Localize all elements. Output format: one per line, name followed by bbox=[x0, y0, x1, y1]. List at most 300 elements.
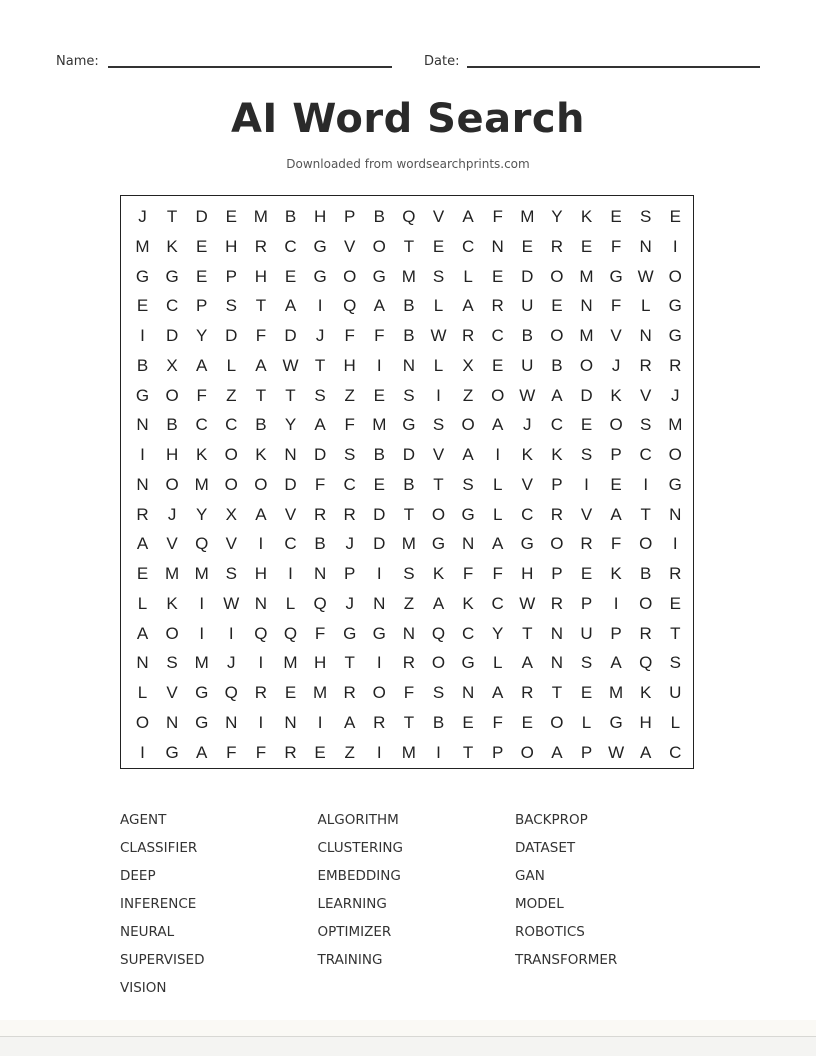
grid-cell[interactable]: N bbox=[225, 712, 238, 732]
grid-cell[interactable]: P bbox=[492, 742, 504, 762]
grid-cell[interactable]: T bbox=[403, 712, 415, 732]
grid-cell[interactable]: K bbox=[432, 564, 445, 583]
grid-cell[interactable]: C bbox=[284, 534, 297, 554]
grid-cell[interactable]: T bbox=[166, 207, 178, 226]
grid-cell[interactable]: T bbox=[255, 385, 267, 405]
grid-cell[interactable]: R bbox=[254, 683, 268, 702]
grid-cell[interactable]: D bbox=[402, 445, 416, 464]
grid-cell[interactable]: O bbox=[431, 504, 446, 524]
grid-cell[interactable]: G bbox=[165, 742, 179, 762]
grid-cell[interactable]: G bbox=[165, 266, 179, 286]
grid-cell[interactable]: N bbox=[136, 415, 149, 435]
grid-cell[interactable]: E bbox=[610, 207, 622, 226]
grid-cell[interactable]: O bbox=[254, 474, 268, 494]
grid-cell[interactable]: R bbox=[491, 296, 504, 316]
grid-cell[interactable]: N bbox=[639, 326, 652, 345]
grid-cell[interactable]: Q bbox=[313, 593, 327, 613]
grid-cell[interactable]: L bbox=[581, 712, 592, 732]
grid-cell[interactable]: O bbox=[550, 266, 564, 286]
grid-cell[interactable]: O bbox=[520, 742, 534, 762]
grid-cell[interactable]: H bbox=[343, 355, 356, 375]
grid-cell[interactable]: C bbox=[461, 623, 475, 643]
grid-cell[interactable]: J bbox=[345, 593, 354, 613]
grid-cell[interactable]: I bbox=[258, 534, 264, 554]
grid-cell[interactable]: X bbox=[462, 355, 474, 375]
grid-cell[interactable]: G bbox=[372, 266, 386, 286]
grid-cell[interactable]: E bbox=[669, 593, 681, 613]
grid-cell[interactable]: I bbox=[376, 653, 382, 673]
grid-cell[interactable]: P bbox=[344, 564, 356, 583]
grid-cell[interactable]: Z bbox=[344, 742, 355, 762]
grid-cell[interactable]: O bbox=[431, 653, 446, 673]
grid-cell[interactable]: K bbox=[551, 445, 563, 464]
grid-cell[interactable]: Z bbox=[462, 385, 474, 405]
grid-cell[interactable]: E bbox=[225, 207, 237, 226]
grid-cell[interactable]: M bbox=[401, 534, 416, 554]
grid-cell[interactable]: G bbox=[431, 534, 446, 554]
grid-cell[interactable]: V bbox=[521, 474, 533, 494]
grid-cell[interactable]: C bbox=[491, 593, 504, 613]
grid-cell[interactable]: B bbox=[521, 326, 533, 345]
grid-cell[interactable]: P bbox=[580, 742, 593, 762]
grid-cell[interactable]: T bbox=[433, 474, 444, 494]
grid-cell[interactable]: O bbox=[343, 266, 357, 286]
grid-cell[interactable]: P bbox=[551, 474, 563, 494]
grid-cell[interactable]: D bbox=[521, 266, 534, 286]
grid-cell[interactable]: L bbox=[285, 593, 296, 613]
grid-cell[interactable]: B bbox=[432, 712, 445, 732]
grid-cell[interactable]: N bbox=[669, 504, 682, 524]
grid-cell[interactable]: B bbox=[255, 415, 267, 435]
grid-cell[interactable]: G bbox=[135, 385, 150, 405]
grid-cell[interactable]: T bbox=[403, 504, 415, 524]
date-field-line[interactable] bbox=[467, 66, 760, 68]
grid-cell[interactable]: G bbox=[402, 415, 416, 435]
grid-cell[interactable]: R bbox=[550, 593, 564, 613]
grid-cell[interactable]: C bbox=[225, 415, 238, 435]
grid-cell[interactable]: O bbox=[579, 355, 594, 375]
grid-cell[interactable]: R bbox=[402, 653, 416, 673]
grid-cell[interactable]: A bbox=[314, 415, 326, 435]
grid-cell[interactable]: I bbox=[288, 564, 293, 583]
grid-cell[interactable]: I bbox=[376, 355, 382, 375]
grid-cell[interactable]: S bbox=[403, 385, 415, 405]
grid-cell[interactable]: H bbox=[225, 236, 238, 256]
grid-cell[interactable]: Q bbox=[224, 683, 238, 702]
grid-cell[interactable]: P bbox=[551, 564, 563, 583]
grid-cell[interactable]: T bbox=[551, 683, 563, 702]
grid-cell[interactable]: C bbox=[521, 504, 534, 524]
grid-cell[interactable]: K bbox=[255, 445, 267, 464]
grid-cell[interactable]: E bbox=[492, 266, 504, 286]
grid-cell[interactable]: F bbox=[314, 623, 326, 643]
grid-cell[interactable]: A bbox=[373, 296, 385, 316]
grid-cell[interactable]: B bbox=[640, 564, 652, 583]
grid-cell[interactable]: E bbox=[284, 683, 297, 702]
grid-cell[interactable]: L bbox=[226, 355, 237, 375]
grid-cell[interactable]: N bbox=[136, 474, 149, 494]
grid-cell[interactable]: I bbox=[376, 742, 382, 762]
grid-cell[interactable]: C bbox=[550, 415, 564, 435]
grid-cell[interactable]: R bbox=[639, 623, 652, 643]
grid-cell[interactable]: F bbox=[610, 236, 622, 256]
grid-cell[interactable]: W bbox=[608, 742, 625, 762]
grid-cell[interactable]: D bbox=[313, 445, 327, 464]
grid-cell[interactable]: X bbox=[166, 355, 178, 375]
grid-cell[interactable]: H bbox=[254, 564, 268, 583]
grid-cell[interactable]: Q bbox=[343, 296, 357, 316]
grid-cell[interactable]: J bbox=[611, 355, 621, 375]
grid-cell[interactable]: J bbox=[167, 504, 177, 524]
grid-cell[interactable]: S bbox=[580, 653, 593, 673]
grid-cell[interactable]: U bbox=[521, 355, 534, 375]
grid-cell[interactable]: I bbox=[258, 712, 264, 732]
grid-cell[interactable]: I bbox=[317, 712, 323, 732]
grid-cell[interactable]: F bbox=[255, 326, 267, 345]
grid-cell[interactable]: A bbox=[432, 593, 445, 613]
grid-cell[interactable]: N bbox=[136, 653, 149, 673]
grid-cell[interactable]: F bbox=[226, 742, 237, 762]
grid-cell[interactable]: M bbox=[401, 742, 416, 762]
grid-cell[interactable]: G bbox=[343, 623, 357, 643]
grid-cell[interactable]: O bbox=[491, 385, 505, 405]
grid-cell[interactable]: E bbox=[462, 712, 474, 732]
grid-cell[interactable]: P bbox=[225, 266, 237, 286]
grid-cell[interactable]: A bbox=[136, 534, 149, 554]
grid-cell[interactable]: I bbox=[317, 296, 323, 316]
grid-cell[interactable]: V bbox=[166, 534, 178, 554]
grid-cell[interactable]: O bbox=[668, 445, 682, 464]
grid-cell[interactable]: R bbox=[136, 504, 149, 524]
grid-cell[interactable]: Q bbox=[639, 653, 653, 673]
grid-cell[interactable]: H bbox=[639, 712, 652, 732]
grid-cell[interactable]: N bbox=[491, 236, 504, 256]
grid-cell[interactable]: W bbox=[519, 385, 536, 405]
grid-cell[interactable]: P bbox=[196, 296, 208, 316]
grid-cell[interactable]: L bbox=[433, 355, 444, 375]
grid-cell[interactable]: A bbox=[196, 742, 208, 762]
grid-cell[interactable]: I bbox=[199, 593, 205, 613]
grid-cell[interactable]: M bbox=[165, 564, 180, 583]
grid-cell[interactable]: Q bbox=[195, 534, 209, 554]
grid-cell[interactable]: V bbox=[610, 326, 622, 345]
grid-cell[interactable]: A bbox=[284, 296, 297, 316]
grid-cell[interactable]: G bbox=[195, 683, 209, 702]
grid-cell[interactable]: C bbox=[284, 236, 297, 256]
grid-cell[interactable]: I bbox=[376, 564, 382, 583]
grid-cell[interactable]: G bbox=[520, 534, 534, 554]
grid-cell[interactable]: M bbox=[253, 207, 268, 226]
grid-cell[interactable]: S bbox=[580, 445, 593, 464]
grid-cell[interactable]: D bbox=[225, 326, 238, 345]
grid-cell[interactable]: G bbox=[195, 712, 209, 732]
grid-cell[interactable]: T bbox=[403, 236, 415, 256]
grid-cell[interactable]: F bbox=[610, 296, 622, 316]
grid-cell[interactable]: R bbox=[550, 236, 564, 256]
grid-cell[interactable]: K bbox=[196, 445, 208, 464]
grid-cell[interactable]: G bbox=[609, 712, 623, 732]
grid-cell[interactable]: O bbox=[165, 385, 179, 405]
grid-cell[interactable]: E bbox=[580, 415, 593, 435]
grid-cell[interactable]: H bbox=[165, 445, 179, 464]
grid-cell[interactable]: C bbox=[343, 474, 356, 494]
grid-cell[interactable]: G bbox=[668, 326, 682, 345]
grid-cell[interactable]: O bbox=[372, 236, 386, 256]
grid-cell[interactable]: Y bbox=[492, 623, 504, 643]
grid-cell[interactable]: S bbox=[225, 564, 237, 583]
grid-cell[interactable]: T bbox=[462, 742, 474, 762]
grid-cell[interactable]: O bbox=[550, 326, 564, 345]
grid-cell[interactable]: Q bbox=[254, 623, 268, 643]
grid-cell[interactable]: N bbox=[550, 623, 564, 643]
grid-cell[interactable]: A bbox=[255, 504, 267, 524]
grid-cell[interactable]: F bbox=[374, 326, 385, 345]
grid-cell[interactable]: B bbox=[403, 296, 415, 316]
grid-cell[interactable]: E bbox=[669, 207, 681, 226]
grid-cell[interactable]: S bbox=[432, 266, 445, 286]
grid-cell[interactable]: E bbox=[610, 474, 622, 494]
grid-cell[interactable]: D bbox=[580, 385, 593, 405]
grid-cell[interactable]: M bbox=[609, 683, 624, 702]
grid-cell[interactable]: I bbox=[228, 623, 234, 643]
grid-cell[interactable]: O bbox=[639, 593, 653, 613]
grid-cell[interactable]: I bbox=[613, 593, 619, 613]
grid-cell[interactable]: O bbox=[668, 266, 682, 286]
grid-cell[interactable]: X bbox=[225, 504, 237, 524]
grid-cell[interactable]: N bbox=[254, 593, 268, 613]
grid-cell[interactable]: J bbox=[315, 326, 325, 345]
grid-cell[interactable]: A bbox=[344, 712, 356, 732]
grid-cell[interactable]: L bbox=[463, 266, 473, 286]
grid-cell[interactable]: S bbox=[344, 445, 356, 464]
grid-cell[interactable]: G bbox=[668, 474, 682, 494]
grid-cell[interactable]: H bbox=[254, 266, 268, 286]
grid-cell[interactable]: E bbox=[521, 712, 533, 732]
grid-cell[interactable]: M bbox=[372, 415, 387, 435]
grid-cell[interactable]: H bbox=[313, 653, 327, 673]
grid-cell[interactable]: N bbox=[580, 296, 593, 316]
grid-cell[interactable]: K bbox=[521, 445, 533, 464]
grid-cell[interactable]: N bbox=[461, 534, 475, 554]
grid-cell[interactable]: B bbox=[284, 207, 297, 226]
grid-cell[interactable]: D bbox=[284, 474, 297, 494]
grid-cell[interactable]: I bbox=[495, 445, 501, 464]
grid-cell[interactable]: B bbox=[403, 326, 415, 345]
grid-cell[interactable]: R bbox=[254, 236, 268, 256]
grid-cell[interactable]: N bbox=[550, 653, 564, 673]
grid-cell[interactable]: A bbox=[521, 653, 533, 673]
grid-cell[interactable]: C bbox=[491, 326, 504, 345]
grid-cell[interactable]: V bbox=[344, 236, 356, 256]
grid-cell[interactable]: E bbox=[551, 296, 563, 316]
grid-cell[interactable]: S bbox=[314, 385, 326, 405]
grid-cell[interactable]: N bbox=[313, 564, 327, 583]
grid-cell[interactable]: O bbox=[609, 415, 623, 435]
grid-cell[interactable]: W bbox=[430, 326, 447, 345]
grid-cell[interactable]: M bbox=[194, 474, 209, 494]
grid-cell[interactable]: R bbox=[580, 534, 593, 554]
grid-cell[interactable]: V bbox=[580, 504, 593, 524]
grid-cell[interactable]: H bbox=[521, 564, 534, 583]
grid-cell[interactable]: A bbox=[610, 653, 622, 673]
grid-cell[interactable]: N bbox=[402, 355, 416, 375]
grid-cell[interactable]: Y bbox=[196, 326, 208, 345]
grid-cell[interactable]: T bbox=[344, 653, 355, 673]
grid-cell[interactable]: K bbox=[580, 207, 593, 226]
grid-cell[interactable]: L bbox=[670, 712, 681, 732]
grid-cell[interactable]: R bbox=[284, 742, 297, 762]
grid-cell[interactable]: F bbox=[255, 742, 267, 762]
grid-cell[interactable]: Q bbox=[402, 207, 416, 226]
grid-cell[interactable]: R bbox=[343, 504, 356, 524]
grid-cell[interactable]: J bbox=[227, 653, 236, 673]
grid-cell[interactable]: M bbox=[579, 266, 594, 286]
grid-cell[interactable]: G bbox=[372, 623, 386, 643]
grid-cell[interactable]: B bbox=[166, 415, 178, 435]
grid-cell[interactable]: F bbox=[344, 415, 355, 435]
grid-cell[interactable]: F bbox=[344, 326, 355, 345]
grid-cell[interactable]: E bbox=[284, 266, 297, 286]
grid-cell[interactable]: K bbox=[640, 683, 652, 702]
grid-cell[interactable]: N bbox=[402, 623, 416, 643]
grid-cell[interactable]: R bbox=[669, 564, 682, 583]
grid-cell[interactable]: A bbox=[462, 296, 474, 316]
grid-cell[interactable]: P bbox=[344, 207, 356, 226]
grid-cell[interactable]: T bbox=[670, 623, 681, 643]
grid-cell[interactable]: I bbox=[584, 474, 589, 494]
grid-cell[interactable]: F bbox=[492, 564, 503, 583]
grid-cell[interactable]: A bbox=[551, 385, 563, 405]
grid-cell[interactable]: V bbox=[166, 683, 178, 702]
grid-cell[interactable]: V bbox=[225, 534, 237, 554]
grid-cell[interactable]: F bbox=[403, 683, 415, 702]
grid-cell[interactable]: L bbox=[492, 653, 503, 673]
grid-cell[interactable]: I bbox=[140, 742, 145, 762]
grid-cell[interactable]: C bbox=[639, 445, 652, 464]
grid-cell[interactable]: A bbox=[492, 683, 504, 702]
grid-cell[interactable]: Q bbox=[431, 623, 446, 643]
grid-cell[interactable]: M bbox=[135, 236, 150, 256]
name-field-line[interactable] bbox=[108, 66, 392, 68]
grid-cell[interactable]: J bbox=[138, 207, 147, 226]
grid-cell[interactable]: G bbox=[313, 236, 327, 256]
grid-cell[interactable]: K bbox=[166, 593, 178, 613]
grid-cell[interactable]: S bbox=[669, 653, 681, 673]
grid-cell[interactable]: T bbox=[314, 355, 326, 375]
grid-cell[interactable]: Z bbox=[344, 385, 355, 405]
grid-cell[interactable]: W bbox=[282, 355, 299, 375]
grid-cell[interactable]: D bbox=[284, 326, 297, 345]
grid-cell[interactable]: E bbox=[373, 385, 385, 405]
grid-cell[interactable]: O bbox=[372, 683, 386, 702]
grid-cell[interactable]: O bbox=[165, 623, 179, 643]
grid-cell[interactable]: A bbox=[551, 742, 563, 762]
grid-cell[interactable]: R bbox=[550, 504, 564, 524]
grid-cell[interactable]: T bbox=[522, 623, 533, 643]
grid-cell[interactable]: O bbox=[639, 534, 653, 554]
grid-cell[interactable]: B bbox=[403, 474, 415, 494]
grid-cell[interactable]: M bbox=[520, 207, 535, 226]
grid-cell[interactable]: M bbox=[194, 653, 209, 673]
grid-cell[interactable]: I bbox=[199, 623, 205, 643]
grid-cell[interactable]: A bbox=[640, 742, 652, 762]
grid-cell[interactable]: S bbox=[640, 207, 652, 226]
grid-cell[interactable]: I bbox=[436, 385, 441, 405]
grid-cell[interactable]: T bbox=[640, 504, 651, 524]
grid-cell[interactable]: P bbox=[580, 593, 593, 613]
grid-cell[interactable]: R bbox=[521, 683, 534, 702]
grid-cell[interactable]: N bbox=[284, 445, 297, 464]
grid-cell[interactable]: N bbox=[461, 683, 475, 702]
grid-cell[interactable]: T bbox=[255, 296, 267, 316]
grid-cell[interactable]: M bbox=[194, 564, 209, 583]
grid-cell[interactable]: M bbox=[401, 266, 416, 286]
grid-cell[interactable]: I bbox=[436, 742, 441, 762]
grid-cell[interactable]: N bbox=[373, 593, 386, 613]
grid-cell[interactable]: T bbox=[285, 385, 296, 405]
grid-cell[interactable]: P bbox=[610, 445, 622, 464]
grid-cell[interactable]: D bbox=[165, 326, 179, 345]
grid-cell[interactable]: B bbox=[314, 534, 326, 554]
grid-cell[interactable]: A bbox=[136, 623, 149, 643]
grid-cell[interactable]: F bbox=[492, 207, 503, 226]
grid-cell[interactable]: G bbox=[461, 504, 475, 524]
grid-cell[interactable]: C bbox=[165, 296, 179, 316]
grid-cell[interactable]: Y bbox=[196, 504, 208, 524]
grid-cell[interactable]: E bbox=[196, 236, 208, 256]
grid-cell[interactable]: O bbox=[165, 474, 179, 494]
grid-cell[interactable]: I bbox=[643, 474, 649, 494]
grid-cell[interactable]: Z bbox=[226, 385, 237, 405]
grid-cell[interactable]: V bbox=[432, 207, 445, 226]
grid-cell[interactable]: A bbox=[196, 355, 208, 375]
grid-cell[interactable]: R bbox=[343, 683, 356, 702]
grid-cell[interactable]: L bbox=[137, 683, 148, 702]
grid-cell[interactable]: J bbox=[523, 415, 532, 435]
grid-cell[interactable]: A bbox=[255, 355, 267, 375]
grid-cell[interactable]: L bbox=[492, 504, 503, 524]
grid-cell[interactable]: G bbox=[609, 266, 623, 286]
grid-cell[interactable]: H bbox=[313, 207, 327, 226]
grid-cell[interactable]: W bbox=[637, 266, 654, 286]
grid-cell[interactable]: V bbox=[640, 385, 652, 405]
grid-cell[interactable]: S bbox=[225, 296, 237, 316]
grid-cell[interactable]: A bbox=[492, 534, 504, 554]
grid-cell[interactable]: B bbox=[136, 355, 149, 375]
grid-cell[interactable]: W bbox=[519, 593, 536, 613]
grid-cell[interactable]: D bbox=[373, 534, 386, 554]
grid-cell[interactable]: U bbox=[521, 296, 534, 316]
grid-cell[interactable]: V bbox=[284, 504, 297, 524]
grid-cell[interactable]: D bbox=[195, 207, 208, 226]
grid-cell[interactable]: C bbox=[669, 742, 682, 762]
grid-cell[interactable]: K bbox=[610, 385, 622, 405]
grid-cell[interactable]: A bbox=[462, 445, 474, 464]
grid-cell[interactable]: O bbox=[550, 534, 564, 554]
grid-cell[interactable]: E bbox=[521, 236, 533, 256]
grid-cell[interactable]: I bbox=[258, 653, 264, 673]
grid-cell[interactable]: R bbox=[669, 355, 682, 375]
grid-cell[interactable]: U bbox=[669, 683, 682, 702]
grid-cell[interactable]: F bbox=[610, 534, 622, 554]
grid-cell[interactable]: G bbox=[461, 653, 475, 673]
grid-cell[interactable]: N bbox=[284, 712, 297, 732]
grid-cell[interactable]: U bbox=[580, 623, 593, 643]
grid-cell[interactable]: B bbox=[551, 355, 563, 375]
grid-cell[interactable]: O bbox=[224, 474, 238, 494]
grid-cell[interactable]: Y bbox=[551, 207, 563, 226]
grid-cell[interactable]: I bbox=[140, 326, 145, 345]
